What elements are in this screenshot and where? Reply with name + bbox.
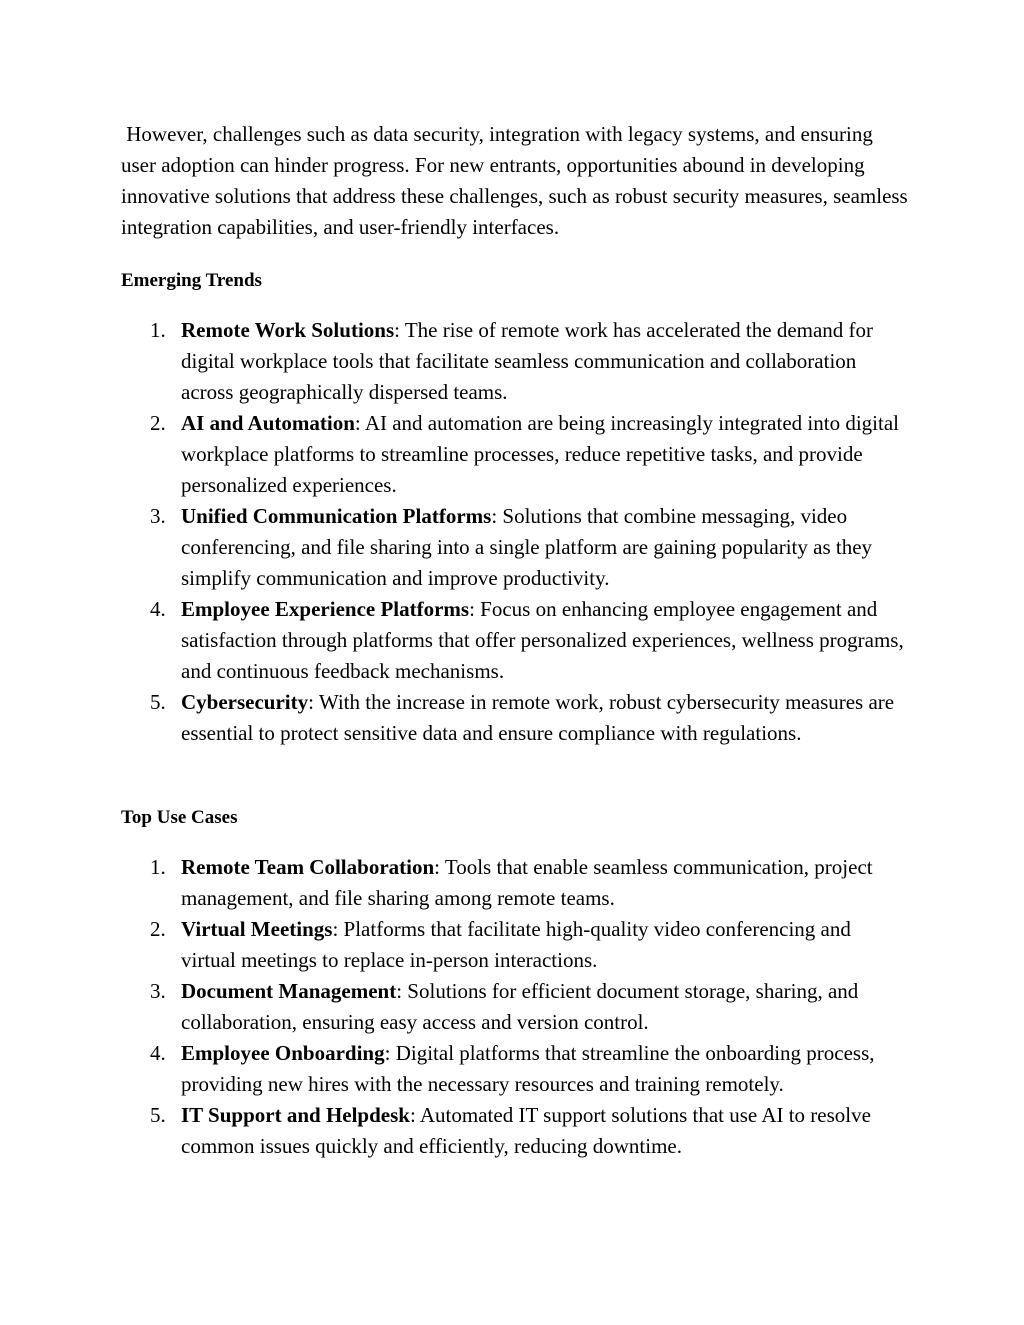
list-item-description: : Solutions that combine messaging, video conferencing, and file sharing into a single platform are gaining popularity as they simplify communication and improve productivity. bbox=[181, 504, 873, 590]
list-item-description: : Solutions for efficient document storage, sharing, and collaboration, ensuring easy access and version control. bbox=[181, 979, 859, 1034]
list-item-term: AI and Automation bbox=[181, 411, 355, 435]
list-item-description: : Focus on enhancing employee engagement and satisfaction through platforms that offer personalized experiences, wellness programs, and continuous feedback mechanisms. bbox=[181, 597, 904, 683]
list-item-description: : Digital platforms that streamline the onboarding process, providing new hires with the necessary resources and training remotely. bbox=[181, 1041, 875, 1096]
list-item bbox=[150, 852, 906, 914]
list-item-description: : Tools that enable seamless communication, project management, and file sharing among remote teams. bbox=[181, 855, 873, 910]
top-use-cases-list bbox=[150, 852, 906, 1162]
list-item-term: Remote Team Collaboration bbox=[181, 855, 435, 879]
list-item bbox=[150, 914, 906, 976]
list-item-term: Virtual Meetings bbox=[181, 917, 333, 941]
list-item-description: : Automated IT support solutions that use AI to resolve common issues quickly and efficiently, reducing downtime. bbox=[181, 1103, 871, 1158]
list-item-term: Document Management bbox=[181, 979, 397, 1003]
list-item-term: Employee Onboarding bbox=[181, 1041, 385, 1065]
list-item-number: 3. bbox=[150, 504, 166, 528]
list-item-term: Remote Work Solutions bbox=[181, 318, 395, 342]
list-item-number: 5. bbox=[150, 690, 166, 714]
list-item bbox=[150, 315, 906, 408]
list-item-description: : The rise of remote work has accelerated the demand for digital workplace tools that facilitate seamless communication and collaboration across geographically dispersed teams. bbox=[181, 318, 874, 404]
intro-paragraph: However, challenges such as data security, integration with legacy systems, and ensuring user adoption can hinder progress. For new entrants, opportunities abound in developing innovative solutions that address these challenges, such as robust security measures, seamless integration capabilities, and user-friendly interfaces. bbox=[121, 122, 913, 239]
list-item-number: 2. bbox=[150, 411, 166, 435]
list-item-number: 4. bbox=[150, 1041, 166, 1065]
list-item-number: 1. bbox=[150, 855, 166, 879]
section-heading-top-use-cases: Top Use Cases bbox=[121, 807, 238, 828]
list-item-number: 2. bbox=[150, 917, 166, 941]
section-heading-emerging-trends: Emerging Trends bbox=[121, 270, 262, 291]
list-item-number: 3. bbox=[150, 979, 166, 1003]
list-item bbox=[150, 1038, 906, 1100]
list-item-term: IT Support and Helpdesk bbox=[181, 1103, 410, 1127]
list-item bbox=[150, 687, 906, 749]
list-item bbox=[150, 976, 906, 1038]
list-item-number: 5. bbox=[150, 1103, 166, 1127]
list-item-term: Employee Experience Platforms bbox=[181, 597, 470, 621]
list-item bbox=[150, 1100, 906, 1162]
list-item bbox=[150, 501, 906, 594]
emerging-trends-list bbox=[150, 315, 906, 749]
list-item-description: : Platforms that facilitate high-quality video conferencing and virtual meetings to replace in-person interactions. bbox=[181, 917, 851, 972]
list-item-term: Unified Communication Platforms bbox=[181, 504, 492, 528]
list-item-number: 4. bbox=[150, 597, 166, 621]
list-item-description: : AI and automation are being increasingly integrated into digital workplace platforms to streamline processes, reduce repetitive tasks, and provide personalized experiences. bbox=[181, 411, 899, 497]
list-item-number: 1. bbox=[150, 318, 166, 342]
list-item-description: : With the increase in remote work, robust cybersecurity measures are essential to protect sensitive data and ensure compliance with regulations. bbox=[181, 690, 895, 745]
list-item bbox=[150, 594, 906, 687]
list-item-term: Cybersecurity bbox=[181, 690, 309, 714]
list-item bbox=[150, 408, 906, 501]
